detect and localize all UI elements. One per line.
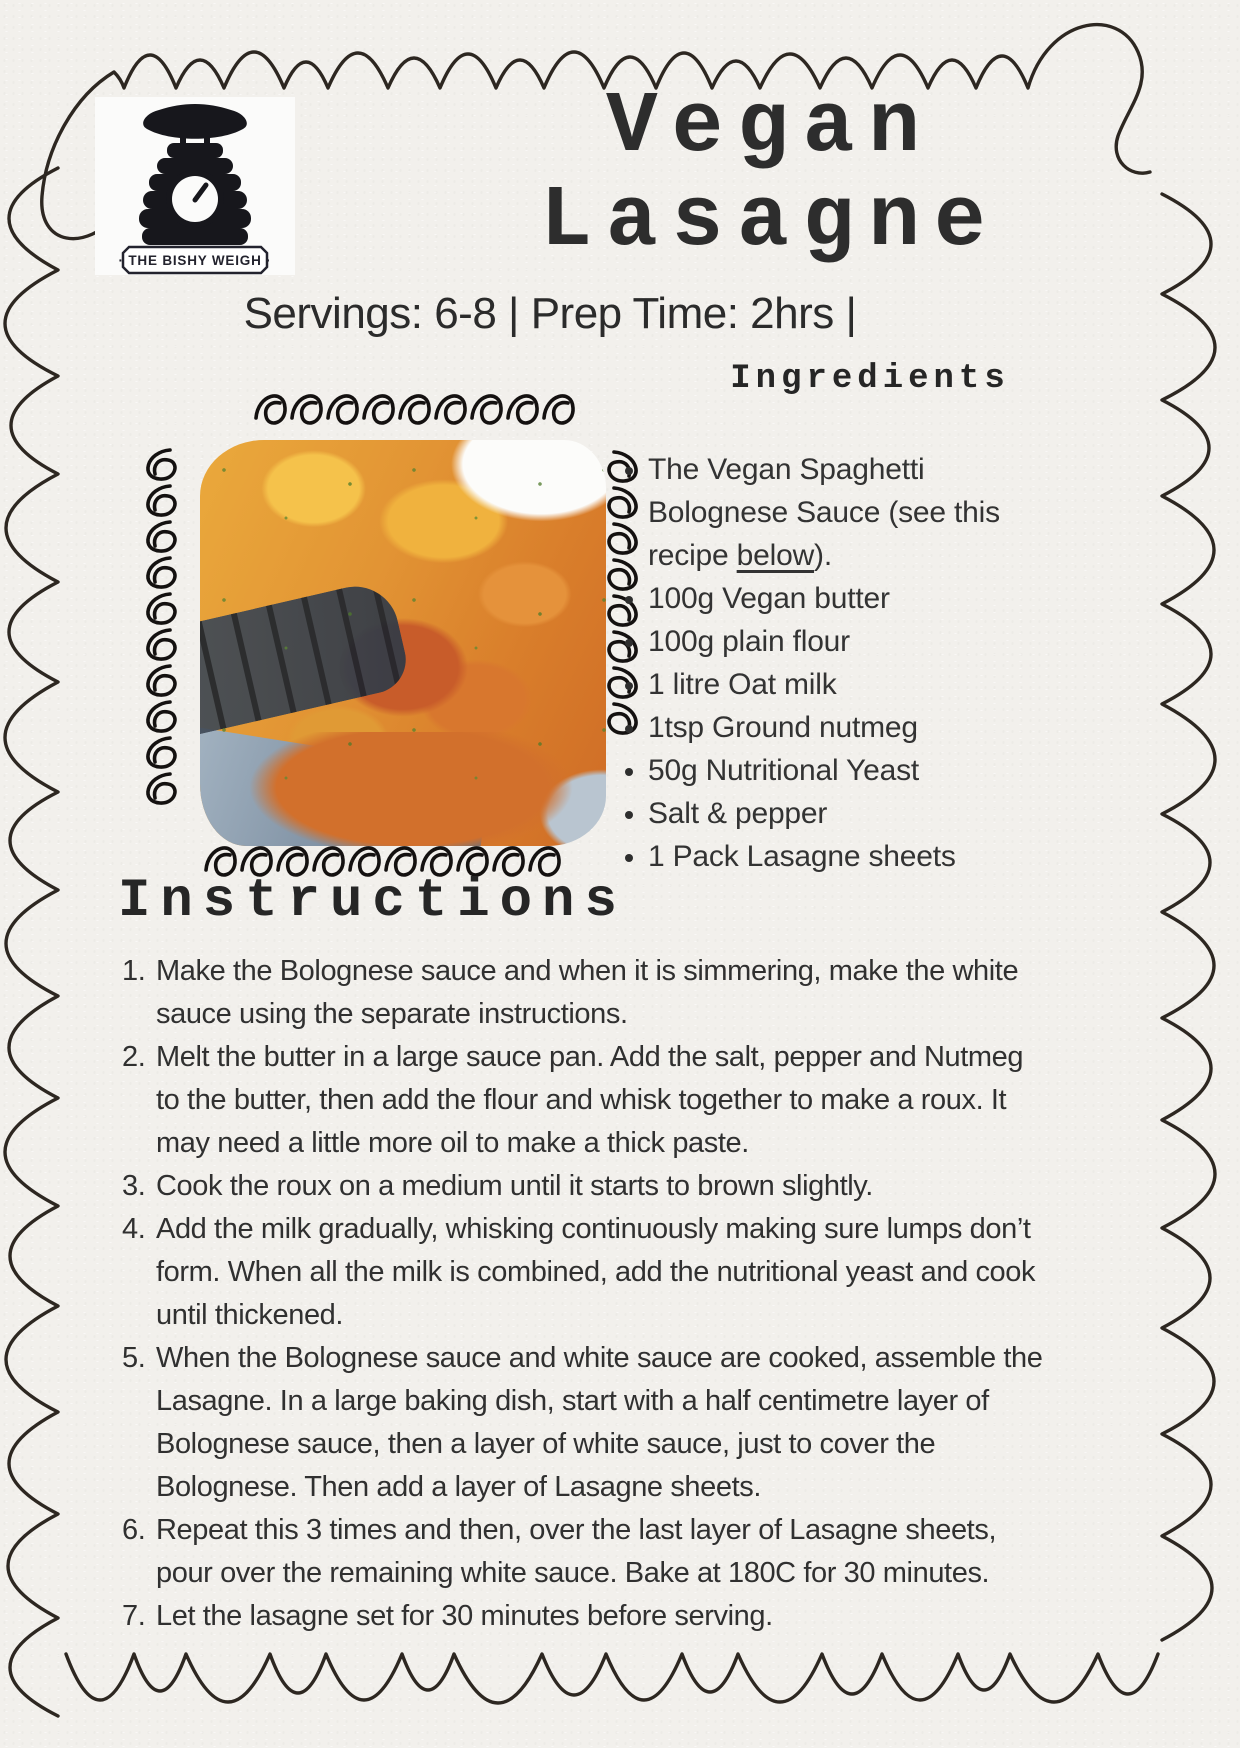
ingredient-item xyxy=(648,448,1060,577)
doodle-top xyxy=(256,396,573,423)
logo xyxy=(95,97,295,275)
instruction-step: Add the milk gradually, whisking continuously making sure lumps don’t form. When all the milk is combined, add the nutritional yeast and cook until thickened. xyxy=(156,1213,1036,1331)
weighing-scale-icon xyxy=(95,97,295,275)
ingredients-heading: Ingredients xyxy=(730,360,1010,398)
border-left xyxy=(5,168,58,1716)
lasagne-photo xyxy=(200,440,606,846)
ingredient-text-after: ). xyxy=(814,539,832,572)
logo-label: · THE BISHY WEIGH · xyxy=(118,253,272,268)
doodle-left xyxy=(148,450,175,803)
instructions-list xyxy=(122,950,1052,1638)
ingredient-item: • 100g Vegan butter xyxy=(648,577,1060,620)
ingredient-item: • 1tsp Ground nutmeg xyxy=(648,706,1060,749)
border-right xyxy=(1162,194,1215,1640)
instructions-heading: Instructions xyxy=(118,871,627,932)
border-bottom xyxy=(66,1654,1158,1703)
instruction-step: Repeat this 3 times and then, over the last layer of Lasagne sheets, pour over the remaining white sauce. Bake at 180C for 30 minutes. xyxy=(156,1514,997,1589)
instruction-step: Cook the roux on a medium until it starts to brown slightly. xyxy=(156,1170,873,1202)
ingredient-item: • 1 litre Oat milk xyxy=(648,663,1060,706)
recipe-meta: Servings: 6-8 | Prep Time: 2hrs | xyxy=(243,289,857,338)
ingredients-list xyxy=(612,448,1060,878)
instruction-step: Let the lasagne set for 30 minutes before serving. xyxy=(156,1600,773,1632)
title-line-1: Vegan xyxy=(605,78,935,176)
recipe-below-link[interactable]: below xyxy=(736,539,815,572)
ingredient-item: • 50g Nutritional Yeast xyxy=(648,749,1060,792)
ingredient-item: • 1 Pack Lasagne sheets xyxy=(648,835,1060,878)
instruction-step: When the Bolognese sauce and white sauce are cooked, assemble the Lasagne. In a large baking dish, start with a half centimetre layer of Bolognese sauce, then a layer of white sauce, just to cover the Bolognese. Then add a layer of Lasagne sheets. xyxy=(156,1342,1043,1503)
title-line-2: Lasagne xyxy=(540,172,1000,270)
page-title xyxy=(500,80,1040,268)
instruction-step: Make the Bolognese sauce and when it is simmering, make the white sauce using the separate instructions. xyxy=(156,955,1019,1030)
ingredient-item: • 100g plain flour xyxy=(648,620,1060,663)
ingredient-item: • Salt & pepper xyxy=(648,792,1060,835)
herb-speckles xyxy=(200,440,606,846)
ingredient-text-before: The Vegan Spaghetti Bolognese Sauce (see this recipe xyxy=(648,453,1000,572)
instruction-step: Melt the butter in a large sauce pan. Add the salt, pepper and Nutmeg to the butter, then add the flour and whisk together to make a roux. It may need a little more oil to make a thick paste. xyxy=(156,1041,1024,1159)
